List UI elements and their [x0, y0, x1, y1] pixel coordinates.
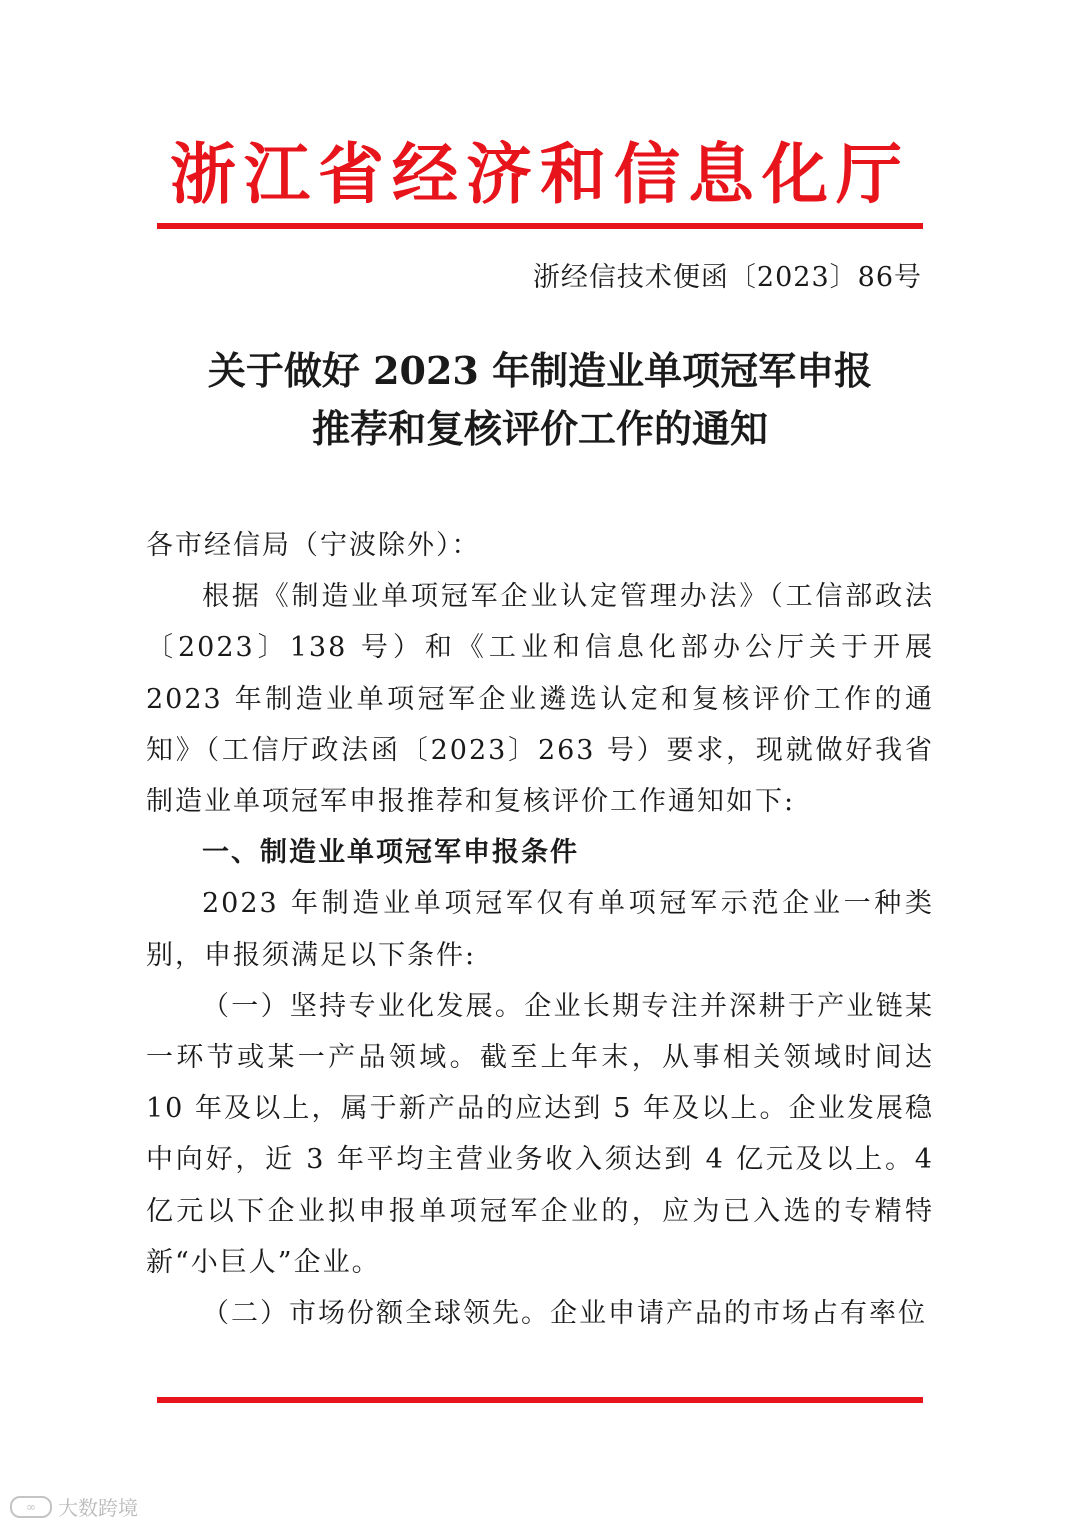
title-line-1: 关于做好 2023 年制造业单项冠军申报: [207, 348, 873, 393]
section-1-heading: 一、制造业单项冠军申报条件: [202, 837, 579, 869]
footer-red-rule: [157, 1397, 923, 1403]
intro-paragraph: 根据《制造业单项冠军企业认定管理办法》（工信部政法〔2023〕138 号）和《工业和信息化部办公厅关于开展 2023 年制造业单项冠军企业遴选认定和复核评价工作的通知》（工信厅政法函〔2023〕263 号）要求，现就做好我省制造业单项冠军申报推荐和复核评价工作通知如下:: [146, 581, 934, 818]
condition-item-2: （二）市场份额全球领先。企业申请产品的市场占有率位: [202, 1298, 927, 1330]
title-line-2: 推荐和复核评价工作的通知: [311, 406, 768, 451]
watermark-text: 大数跨境: [58, 1496, 138, 1520]
logo-icon: ∞: [10, 1496, 52, 1518]
section-1-intro: 2023 年制造业单项冠军仅有单项冠军示范企业一种类别，申报须满足以下条件:: [146, 888, 934, 971]
condition-item-1: （一）坚持专业化发展。企业长期专注并深耕于产业链某一环节或某一产品领域。截至上年末，从事相关领域时间达 10 年及以上，属于新产品的应达到 5 年及以上。企业发展稳中向好，近 3 年平均主营业务收入须达到 4 亿元及以上。4 亿元以下企业拟申报单项冠军企业的，应为已入选的专精特新“小巨人”企业。: [146, 990, 934, 1278]
letterhead-title: 浙江省经济和信息化厅: [170, 135, 910, 213]
letterhead-red-rule: [157, 223, 923, 229]
watermark: [10, 1492, 138, 1521]
salutation: 各市经信局（宁波除外）：: [146, 530, 481, 561]
document-number: 浙经信技术便函〔2023〕86号: [532, 262, 922, 293]
document-title: [100, 342, 980, 458]
document-body: [146, 520, 934, 1339]
